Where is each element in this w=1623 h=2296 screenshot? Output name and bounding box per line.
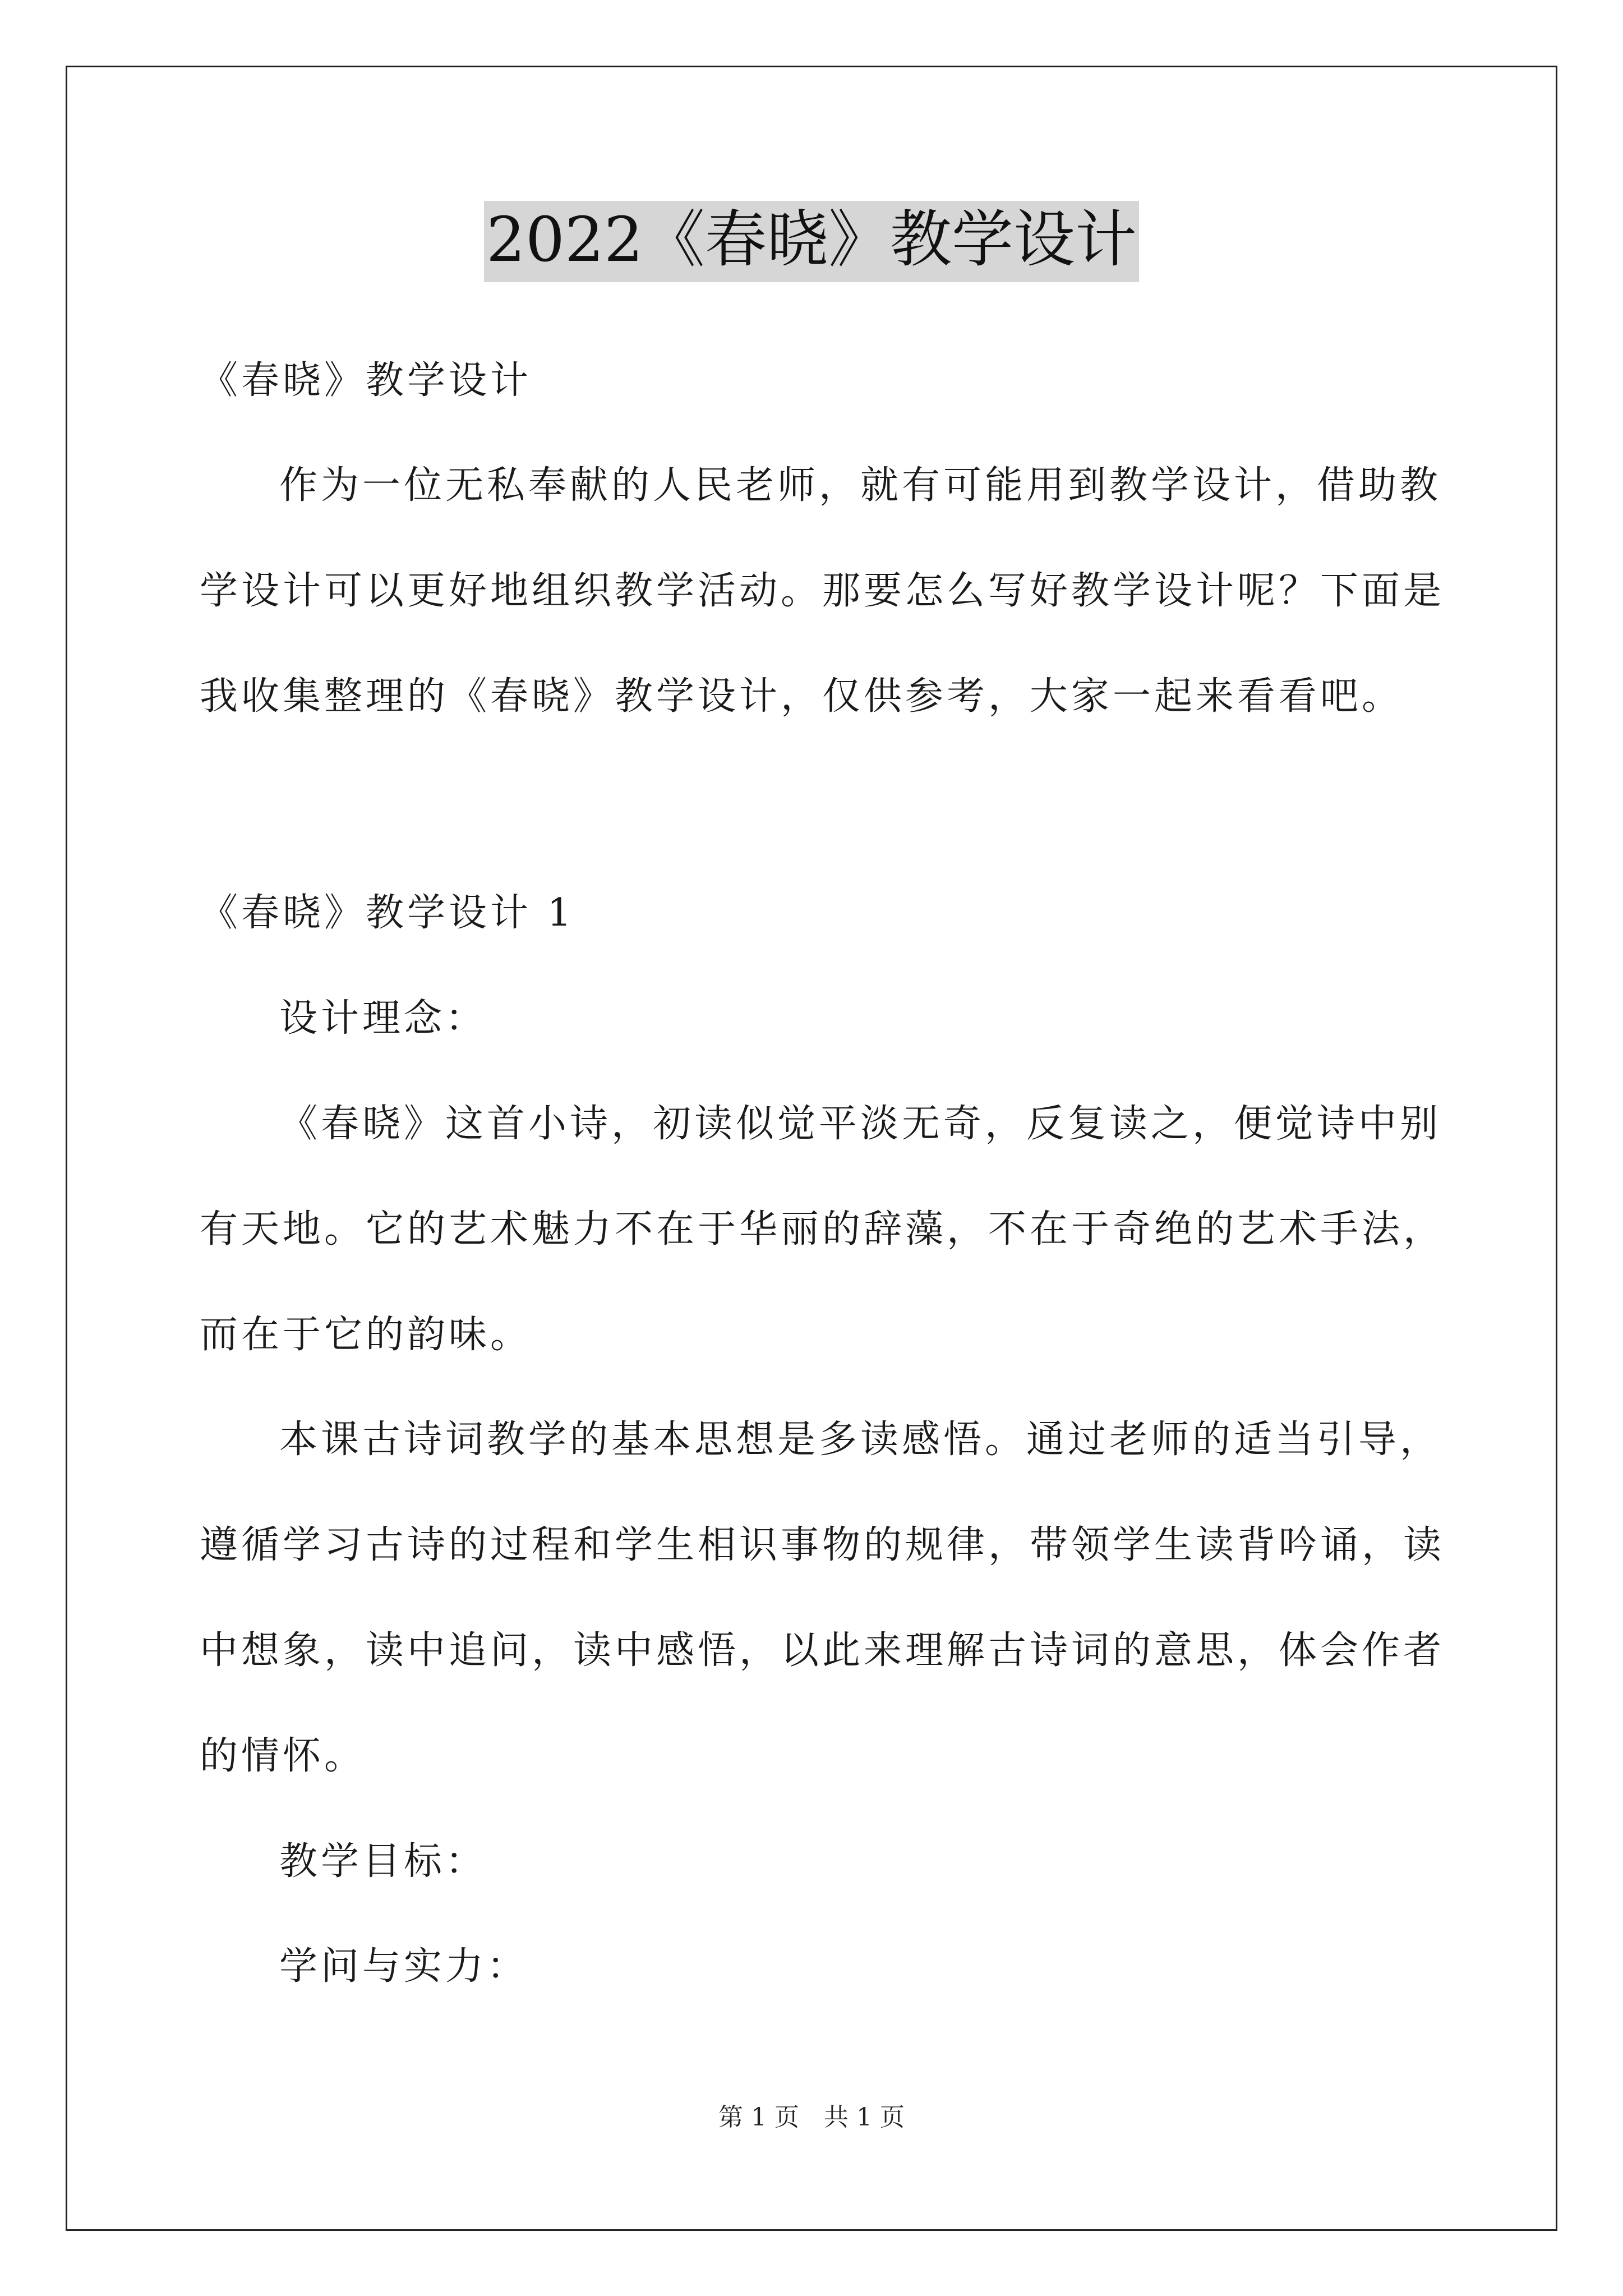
concept-line: 有天地。它的艺术魅力不在于华丽的辞藻，不在于奇绝的艺术手法， bbox=[200, 1207, 1445, 1251]
concept-line: 《春晓》这首小诗，初读似觉平淡无奇，反复读之，便觉诗中别 bbox=[279, 1102, 1442, 1146]
concept-line: 的情怀。 bbox=[200, 1734, 366, 1778]
concept-line: 本课古诗词教学的基本思想是多读感悟。通过老师的适当引导， bbox=[279, 1418, 1442, 1462]
concept-line: 中想象，读中追问，读中感悟，以此来理解古诗词的意思，体会作者 bbox=[200, 1628, 1445, 1673]
document-title[interactable]: 2022《春晓》教学设计 bbox=[484, 201, 1139, 282]
section-heading: 《春晓》教学设计 1 bbox=[200, 891, 575, 935]
knowledge-ability-label: 学问与实力： bbox=[279, 1944, 529, 1989]
design-concept-label: 设计理念： bbox=[279, 996, 487, 1041]
intro-line: 我收集整理的《春晓》教学设计，仅供参考，大家一起来看看吧。 bbox=[200, 674, 1404, 719]
title-container bbox=[0, 201, 1623, 282]
teaching-goals-label: 教学目标： bbox=[279, 1839, 487, 1884]
concept-line: 而在于它的韵味。 bbox=[200, 1313, 532, 1357]
intro-heading: 《春晓》教学设计 bbox=[200, 358, 532, 403]
intro-line: 作为一位无私奉献的人民老师，就有可能用到教学设计，借助教 bbox=[279, 463, 1442, 508]
page-footer: 第 1 页 共 1 页 bbox=[718, 2103, 905, 2132]
concept-line: 遵循学习古诗的过程和学生相识事物的规律，带领学生读背吟诵，读 bbox=[200, 1523, 1445, 1567]
intro-line: 学设计可以更好地组织教学活动。那要怎么写好教学设计呢？下面是 bbox=[200, 569, 1445, 613]
